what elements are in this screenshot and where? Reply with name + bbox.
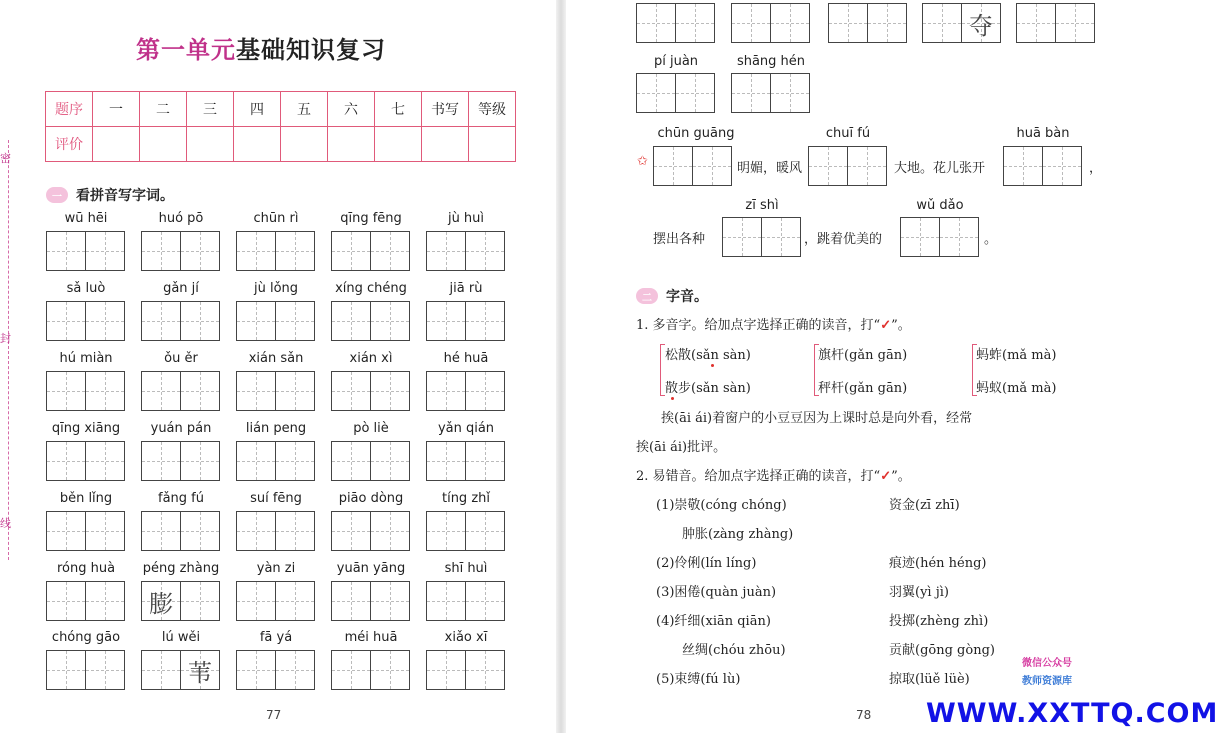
answer-cell[interactable] bbox=[142, 512, 180, 550]
answer-box-chunguang[interactable] bbox=[653, 146, 732, 186]
poly-1-1 bbox=[665, 344, 751, 363]
ghost-char-duo: 夺 bbox=[969, 11, 993, 40]
pinyin-label: jiā rù bbox=[449, 281, 483, 296]
score-col-7: 七 bbox=[375, 92, 422, 127]
answer-box[interactable] bbox=[141, 441, 220, 481]
ghost-char-wei: 苇 bbox=[188, 658, 212, 687]
answer-cell[interactable] bbox=[237, 302, 275, 340]
answer-cell[interactable] bbox=[47, 512, 85, 550]
answer-box[interactable] bbox=[46, 441, 125, 481]
answer-cell[interactable] bbox=[47, 372, 85, 410]
answer-cell[interactable] bbox=[427, 442, 465, 480]
score-col-4: 四 bbox=[234, 92, 281, 127]
pinyin-label: sǎ luò bbox=[66, 281, 106, 296]
pinyin-label: fā yá bbox=[259, 630, 293, 645]
pinyin-label: xíng chéng bbox=[335, 281, 407, 296]
answer-box[interactable] bbox=[426, 301, 505, 341]
pinyin-label: xián sǎn bbox=[248, 351, 304, 366]
answer-box[interactable] bbox=[46, 371, 125, 411]
answer-cell[interactable] bbox=[85, 232, 124, 270]
error-right-3: 羽翼(yì jì) bbox=[889, 585, 949, 600]
answer-box[interactable] bbox=[236, 231, 315, 271]
answer-box[interactable] bbox=[331, 441, 410, 481]
answer-box[interactable] bbox=[331, 581, 410, 621]
error-left-1: (1)崇敬(cóng chóng) bbox=[656, 498, 787, 513]
answer-cell[interactable] bbox=[275, 512, 314, 550]
poly-char: 松 bbox=[665, 348, 679, 363]
error-left-7: (5)束缚(fú lù) bbox=[656, 672, 741, 687]
answer-cell[interactable] bbox=[275, 442, 314, 480]
answer-cell[interactable] bbox=[275, 372, 314, 410]
answer-cell[interactable] bbox=[370, 232, 409, 270]
pinyin-label: róng huà bbox=[56, 561, 116, 576]
pinyin-wudao: wǔ dǎo bbox=[916, 198, 964, 213]
score-col-2: 二 bbox=[140, 92, 187, 127]
answer-cell[interactable] bbox=[427, 232, 465, 270]
pinyin-shanghen: shāng hén bbox=[736, 54, 806, 69]
answer-cell[interactable] bbox=[237, 232, 275, 270]
pinyin-label: shī huì bbox=[444, 561, 488, 576]
unit-title bbox=[136, 30, 386, 65]
pinyin-label: yǎn qián bbox=[437, 421, 495, 436]
pinyin-zishi: zī shì bbox=[745, 198, 779, 213]
answer-box[interactable] bbox=[141, 231, 220, 271]
answer-cell[interactable] bbox=[370, 442, 409, 480]
answer-box[interactable] bbox=[236, 581, 315, 621]
score-header-row bbox=[46, 92, 516, 127]
answer-box[interactable] bbox=[426, 581, 505, 621]
checkmark-icon: ✓ bbox=[880, 469, 892, 484]
score-row-pingjia: 评价 bbox=[46, 127, 93, 162]
pinyin-label: yuán pán bbox=[150, 421, 212, 436]
answer-box-top-1[interactable] bbox=[636, 3, 715, 43]
answer-box-zishi[interactable] bbox=[722, 217, 801, 257]
answer-cell[interactable] bbox=[85, 302, 124, 340]
answer-cell[interactable] bbox=[237, 582, 275, 620]
answer-cell[interactable] bbox=[370, 302, 409, 340]
answer-cell[interactable] bbox=[332, 512, 370, 550]
answer-cell[interactable] bbox=[275, 582, 314, 620]
answer-cell[interactable] bbox=[180, 582, 219, 620]
answer-box[interactable] bbox=[236, 301, 315, 341]
error-right-5: 贡献(gōng gòng) bbox=[889, 643, 995, 658]
answer-cell[interactable] bbox=[85, 651, 124, 689]
pinyin-chuifu: chuī fú bbox=[825, 126, 871, 141]
answer-box[interactable] bbox=[331, 650, 410, 690]
answer-cell[interactable] bbox=[465, 302, 504, 340]
poly-rest: 步(sǎn sàn) bbox=[678, 381, 751, 396]
ghost-char-peng: 膨 bbox=[149, 589, 173, 618]
answer-cell[interactable] bbox=[47, 232, 85, 270]
answer-cell[interactable] bbox=[370, 651, 409, 689]
answer-box[interactable] bbox=[426, 231, 505, 271]
section-1-title: 看拼音写字词。 bbox=[76, 188, 174, 204]
score-cell[interactable] bbox=[187, 127, 234, 162]
text-period: 。 bbox=[984, 232, 998, 247]
score-col-3: 三 bbox=[187, 92, 234, 127]
answer-box[interactable] bbox=[331, 511, 410, 551]
answer-cell[interactable] bbox=[465, 582, 504, 620]
answer-cell[interactable] bbox=[237, 442, 275, 480]
poly-3-2: 蚂蚁(mǎ mà) bbox=[976, 381, 1057, 396]
section-2-heading bbox=[636, 286, 708, 306]
pinyin-label: yuān yāng bbox=[336, 561, 406, 576]
answer-box[interactable] bbox=[141, 650, 220, 690]
pinyin-label: hú miàn bbox=[59, 351, 113, 366]
pinyin-chunguang: chūn guāng bbox=[657, 126, 735, 141]
score-col-6: 六 bbox=[328, 92, 375, 127]
score-col-5: 五 bbox=[281, 92, 328, 127]
answer-box[interactable] bbox=[141, 511, 220, 551]
pinyin-label: lú wěi bbox=[161, 630, 201, 645]
answer-cell[interactable] bbox=[180, 651, 219, 689]
score-cell[interactable] bbox=[375, 127, 422, 162]
error-left-4: (3)困倦(quàn juàn) bbox=[656, 585, 777, 600]
error-right-4: 投掷(zhèng zhì) bbox=[889, 614, 989, 629]
answer-box[interactable] bbox=[46, 231, 125, 271]
answer-cell[interactable] bbox=[427, 512, 465, 550]
q2-suffix: ”。 bbox=[891, 469, 911, 484]
pinyin-label: xiǎo xī bbox=[444, 630, 488, 645]
answer-cell[interactable] bbox=[370, 582, 409, 620]
answer-box[interactable] bbox=[426, 650, 505, 690]
q1-prefix: 1. 多音字。给加点字选择正确的读音，打“ bbox=[636, 318, 881, 333]
poly-rest: 散(sǎn sàn) bbox=[678, 348, 751, 363]
score-cell[interactable] bbox=[281, 127, 328, 162]
answer-box-top-2[interactable] bbox=[731, 3, 810, 43]
answer-box-shanghen[interactable] bbox=[731, 73, 810, 113]
answer-cell[interactable] bbox=[142, 372, 180, 410]
pinyin-label: chóng gāo bbox=[51, 630, 121, 645]
answer-cell[interactable] bbox=[465, 442, 504, 480]
binding-line bbox=[8, 140, 9, 560]
answer-box[interactable] bbox=[426, 441, 505, 481]
answer-box[interactable] bbox=[236, 650, 315, 690]
answer-cell[interactable] bbox=[275, 651, 314, 689]
pinyin-pijuan: pí juàn bbox=[653, 54, 699, 69]
answer-cell[interactable] bbox=[85, 372, 124, 410]
pinyin-label: wū hēi bbox=[64, 211, 108, 226]
checkmark-icon: ✓ bbox=[880, 318, 892, 333]
question-1 bbox=[636, 314, 911, 333]
pinyin-label: jù huì bbox=[447, 211, 485, 226]
answer-box-chuifu[interactable] bbox=[808, 146, 887, 186]
pinyin-label: xián xì bbox=[349, 351, 393, 366]
pinyin-label: qīng fēng bbox=[340, 211, 402, 226]
text-mingmei: 明媚，暖风 bbox=[737, 161, 803, 176]
answer-cell[interactable] bbox=[142, 232, 180, 270]
answer-box[interactable] bbox=[141, 371, 220, 411]
ai-sentence-line2: 挨(āi ái)批评。 bbox=[636, 440, 727, 455]
score-cell[interactable] bbox=[422, 127, 469, 162]
pinyin-label: piāo dòng bbox=[338, 491, 404, 506]
answer-box[interactable] bbox=[236, 371, 315, 411]
answer-cell[interactable] bbox=[85, 512, 124, 550]
answer-box-wudao[interactable] bbox=[900, 217, 979, 257]
answer-cell[interactable] bbox=[142, 442, 180, 480]
score-col-1: 一 bbox=[93, 92, 140, 127]
section-1-heading bbox=[46, 185, 174, 205]
answer-box[interactable] bbox=[46, 581, 125, 621]
answer-cell[interactable] bbox=[465, 232, 504, 270]
logo-line-2: 教师资源库 bbox=[1022, 676, 1072, 687]
q1-suffix: ”。 bbox=[891, 318, 911, 333]
error-left-5: (4)纤细(xiān qiān) bbox=[656, 614, 771, 629]
answer-box[interactable] bbox=[46, 301, 125, 341]
answer-cell[interactable] bbox=[180, 302, 219, 340]
answer-cell[interactable] bbox=[47, 442, 85, 480]
text-dadi: 大地。花儿张开 bbox=[894, 161, 986, 176]
pinyin-label: jù lǒng bbox=[253, 281, 299, 296]
answer-cell[interactable] bbox=[237, 372, 275, 410]
pinyin-label: qīng xiāng bbox=[51, 421, 121, 436]
answer-cell[interactable] bbox=[142, 651, 180, 689]
answer-cell[interactable] bbox=[332, 582, 370, 620]
answer-cell[interactable] bbox=[332, 302, 370, 340]
unit-title-part1: 第一单元 bbox=[136, 36, 236, 64]
answer-box[interactable] bbox=[141, 301, 220, 341]
score-cell[interactable] bbox=[328, 127, 375, 162]
answer-box-top-4[interactable] bbox=[922, 3, 1001, 43]
answer-box[interactable] bbox=[46, 650, 125, 690]
answer-cell[interactable] bbox=[85, 582, 124, 620]
answer-cell[interactable] bbox=[180, 232, 219, 270]
poly-2-1: 旗杆(gǎn gān) bbox=[818, 348, 908, 363]
answer-cell[interactable] bbox=[465, 372, 504, 410]
page-number-left: 77 bbox=[266, 708, 282, 722]
side-mark-xian: 线 bbox=[0, 517, 11, 530]
text-tiao: ，跳着优美的 bbox=[804, 232, 883, 247]
answer-box-huaban[interactable] bbox=[1003, 146, 1082, 186]
pinyin-label: lián peng bbox=[245, 421, 307, 436]
pinyin-label: méi huā bbox=[344, 630, 398, 645]
answer-cell[interactable] bbox=[237, 512, 275, 550]
answer-cell[interactable] bbox=[275, 302, 314, 340]
page-number-right: 78 bbox=[856, 708, 872, 722]
answer-cell[interactable] bbox=[47, 651, 85, 689]
score-table bbox=[45, 91, 516, 162]
answer-cell[interactable] bbox=[275, 232, 314, 270]
pinyin-label: péng zhàng bbox=[142, 561, 220, 576]
score-cell[interactable] bbox=[469, 127, 516, 162]
page-gutter bbox=[556, 0, 566, 733]
watermark-url: WWW.XXTTQ.COM bbox=[926, 698, 1218, 729]
score-col-tixu: 题序 bbox=[46, 92, 93, 127]
answer-box-pijuan[interactable] bbox=[636, 73, 715, 113]
text-baichu: 摆出各种 bbox=[653, 232, 706, 247]
logo-line-1: 微信公众号 bbox=[1022, 658, 1072, 669]
answer-box[interactable] bbox=[331, 301, 410, 341]
answer-box[interactable] bbox=[426, 511, 505, 551]
answer-cell[interactable] bbox=[370, 512, 409, 550]
unit-title-part2: 基础知识复习 bbox=[236, 36, 386, 64]
answer-box[interactable] bbox=[331, 371, 410, 411]
answer-cell[interactable] bbox=[47, 582, 85, 620]
text-comma: ， bbox=[1089, 161, 1103, 176]
answer-box[interactable] bbox=[426, 371, 505, 411]
error-right-2: 痕迹(hén héng) bbox=[889, 556, 987, 571]
pinyin-huaban: huā bàn bbox=[1016, 126, 1070, 141]
score-col-dengji: 等级 bbox=[469, 92, 516, 127]
pinyin-label: pò liè bbox=[353, 421, 389, 436]
pinyin-label: ǒu ěr bbox=[164, 351, 198, 366]
section-1-badge: 一 bbox=[46, 187, 68, 203]
pinyin-label: běn lǐng bbox=[59, 491, 113, 506]
poly-char: 散 bbox=[665, 381, 679, 396]
answer-cell[interactable] bbox=[332, 651, 370, 689]
poly-3-1: 蚂蚱(mǎ mà) bbox=[976, 348, 1057, 363]
side-mark-feng: 封 bbox=[0, 332, 11, 345]
pinyin-label: gǎn jí bbox=[163, 281, 199, 296]
q2-prefix: 2. 易错音。给加点字选择正确的读音，打“ bbox=[636, 469, 881, 484]
pinyin-label: suí fēng bbox=[250, 491, 302, 506]
answer-cell[interactable] bbox=[427, 651, 465, 689]
answer-cell[interactable] bbox=[85, 442, 124, 480]
answer-box-top-5[interactable] bbox=[1016, 3, 1095, 43]
answer-box[interactable] bbox=[46, 511, 125, 551]
answer-cell[interactable] bbox=[180, 512, 219, 550]
error-left-3: (2)伶俐(lín líng) bbox=[656, 556, 757, 571]
answer-cell[interactable] bbox=[465, 651, 504, 689]
error-right-1: 资金(zī zhī) bbox=[889, 498, 960, 513]
star-icon: ✩ bbox=[637, 154, 648, 169]
answer-cell[interactable] bbox=[332, 372, 370, 410]
answer-cell[interactable] bbox=[47, 302, 85, 340]
error-left-6: 丝绸(chóu zhōu) bbox=[682, 643, 786, 658]
ai-sentence-line1: 挨(āi ái)着窗户的小豆豆因为上课时总是向外看，经常 bbox=[661, 411, 973, 426]
answer-cell[interactable] bbox=[142, 302, 180, 340]
poly-1-2 bbox=[665, 377, 751, 396]
answer-cell[interactable] bbox=[465, 512, 504, 550]
answer-cell[interactable] bbox=[180, 372, 219, 410]
answer-box-top-3[interactable] bbox=[828, 3, 907, 43]
answer-box[interactable] bbox=[236, 441, 315, 481]
section-2-badge: 二 bbox=[636, 288, 658, 304]
answer-cell[interactable] bbox=[180, 442, 219, 480]
answer-cell[interactable] bbox=[427, 372, 465, 410]
poly-2-2: 秤杆(gǎn gān) bbox=[818, 381, 908, 396]
error-left-2: 肿胀(zàng zhàng) bbox=[682, 527, 794, 542]
question-2 bbox=[636, 465, 911, 484]
side-mark-mi: 密 bbox=[0, 152, 11, 165]
pinyin-label: huó pō bbox=[158, 211, 204, 226]
answer-box[interactable] bbox=[236, 511, 315, 551]
score-value-row bbox=[46, 127, 516, 162]
pinyin-label: tíng zhǐ bbox=[441, 491, 490, 506]
score-cell[interactable] bbox=[234, 127, 281, 162]
score-cell[interactable] bbox=[93, 127, 140, 162]
pinyin-label: fǎng fú bbox=[158, 491, 204, 506]
answer-cell[interactable] bbox=[370, 372, 409, 410]
score-cell[interactable] bbox=[140, 127, 187, 162]
answer-cell[interactable] bbox=[142, 582, 180, 620]
pinyin-label: chūn rì bbox=[253, 211, 299, 226]
score-col-shuxie: 书写 bbox=[422, 92, 469, 127]
answer-box[interactable] bbox=[141, 581, 220, 621]
answer-cell[interactable] bbox=[237, 651, 275, 689]
answer-box[interactable] bbox=[331, 231, 410, 271]
answer-cell[interactable] bbox=[332, 442, 370, 480]
answer-cell[interactable] bbox=[332, 232, 370, 270]
answer-cell[interactable] bbox=[427, 302, 465, 340]
answer-cell[interactable] bbox=[427, 582, 465, 620]
section-2-title: 字音。 bbox=[666, 289, 708, 305]
pinyin-label: yàn zi bbox=[256, 561, 296, 576]
error-right-6: 掠取(lüě lüè) bbox=[889, 672, 970, 687]
pinyin-label: hé huā bbox=[443, 351, 489, 366]
